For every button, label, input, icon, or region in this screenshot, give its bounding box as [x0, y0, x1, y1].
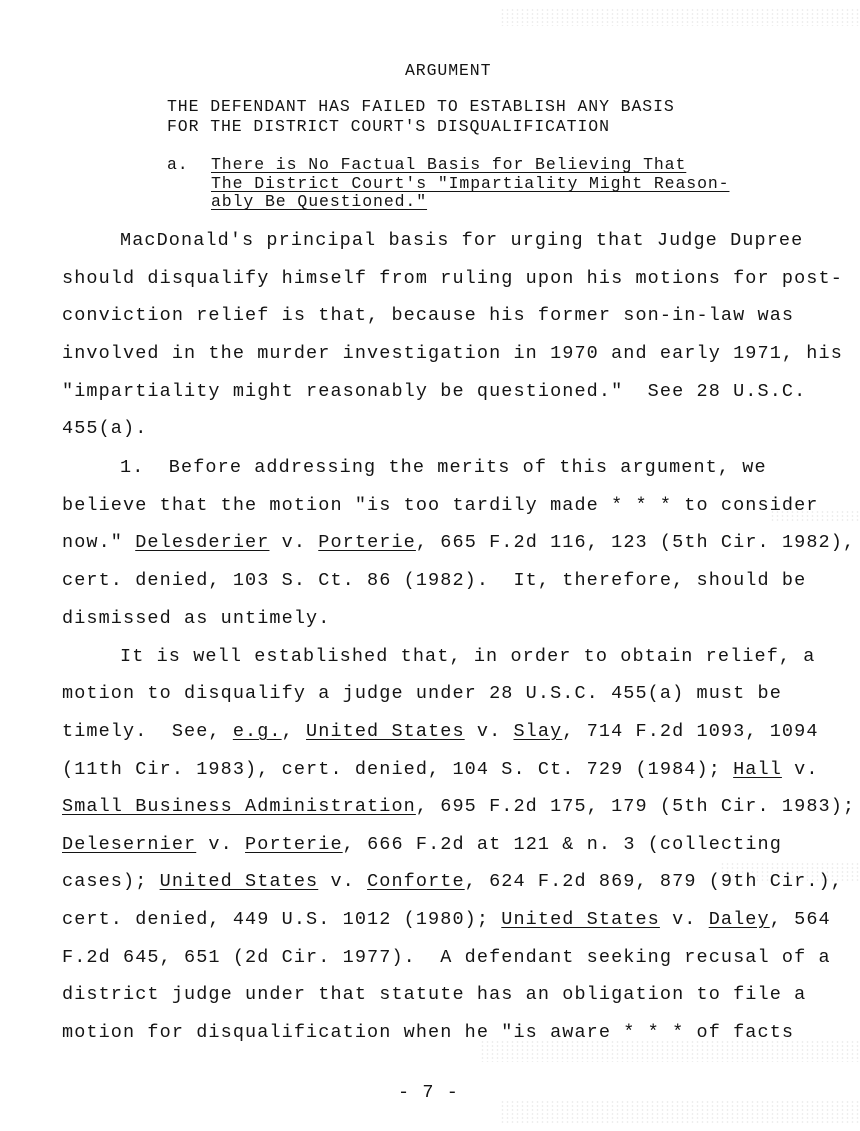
text-run: cert. denied, 449 U.S. 1012 (1980); — [62, 909, 502, 930]
citation-line — [62, 759, 819, 781]
argument-heading: ARGUMENT — [405, 61, 492, 80]
section-marker: a. — [167, 155, 189, 174]
argument-subheading-line1: THE DEFENDANT HAS FAILED TO ESTABLISH ANY BASIS — [167, 97, 675, 116]
case-name: Porterie — [245, 834, 343, 855]
text-run: , 624 F.2d 869, 879 (9th Cir.), — [464, 871, 843, 892]
citation-line — [62, 532, 855, 554]
case-name: Conforte — [367, 871, 465, 892]
text-run: now." — [62, 532, 136, 553]
text-run: , 564 — [769, 909, 831, 930]
case-name: Daley — [708, 909, 770, 930]
text-run: , 666 F.2d at 121 & n. 3 (collecting — [342, 834, 782, 855]
text-run: v. — [659, 909, 709, 930]
text-run: , — [281, 721, 307, 742]
text-run: v. — [318, 871, 368, 892]
body-text-line: dismissed as untimely. — [62, 608, 331, 629]
body-text-line: 1. Before addressing the merits of this argument, we — [120, 457, 767, 478]
text-run: cases); — [62, 871, 160, 892]
text-run: timely. See, — [62, 721, 233, 742]
citation-line — [62, 871, 843, 893]
scan-noise-bottom — [500, 1100, 860, 1124]
case-name: Porterie — [318, 532, 416, 553]
body-text-line: district judge under that statute has an obligation to file a — [62, 984, 807, 1005]
body-text-line: "impartiality might reasonably be questioned." See 28 U.S.C. — [62, 381, 807, 402]
text-run: , 695 F.2d 175, 179 (5th Cir. 1983); — [415, 796, 856, 817]
section-heading-line3: ably Be Questioned." — [211, 192, 428, 211]
case-name: Delesernier — [62, 834, 197, 855]
body-text-line: MacDonald's principal basis for urging that Judge Dupree — [120, 230, 804, 251]
body-text-line: believe that the motion "is too tardily made * * * to consider — [62, 495, 819, 516]
page-number: - 7 - — [398, 1082, 460, 1103]
body-text-line: cert. denied, 103 S. Ct. 86 (1982). It, therefore, should be — [62, 570, 807, 591]
citation-line — [62, 796, 855, 818]
signal-eg: e.g. — [232, 721, 282, 742]
section-heading-line2: The District Court's "Impartiality Might Reason- — [211, 174, 730, 193]
citation-line — [62, 721, 819, 743]
scan-noise-top — [500, 8, 860, 26]
section-heading-line1: There is No Factual Basis for Believing That — [211, 155, 687, 174]
case-name: United States — [159, 871, 319, 892]
case-name: Small Business Administration — [62, 796, 416, 817]
body-text-line: conviction relief is that, because his former son-in-law was — [62, 305, 795, 326]
argument-subheading-line2: FOR THE DISTRICT COURT'S DISQUALIFICATION — [167, 117, 610, 136]
text-run: v. — [196, 834, 246, 855]
text-run: v. — [464, 721, 514, 742]
case-name: Slay — [513, 721, 563, 742]
text-run: , 665 F.2d 116, 123 (5th Cir. 1982), — [415, 532, 856, 553]
case-name: United States — [501, 909, 660, 930]
text-run: (11th Cir. 1983), cert. denied, 104 S. Ct. 729 (1984); — [62, 759, 734, 780]
text-run: , 714 F.2d 1093, 1094 — [562, 721, 819, 742]
body-text-line: motion to disqualify a judge under 28 U.S.C. 455(a) must be — [62, 683, 782, 704]
case-name: Delesderier — [135, 532, 270, 553]
citation-line — [62, 909, 831, 931]
body-text-line: should disqualify himself from ruling upon his motions for post- — [62, 268, 843, 289]
case-name: Hall — [733, 759, 782, 780]
body-text-line: F.2d 645, 651 (2d Cir. 1977). A defendant seeking recusal of a — [62, 947, 831, 968]
text-run: v. — [781, 759, 819, 780]
text-run: v. — [269, 532, 319, 553]
body-text-line: It is well established that, in order to obtain relief, a — [120, 646, 816, 667]
body-text-line: motion for disqualification when he "is aware * * * of facts — [62, 1022, 795, 1043]
body-text-line: 455(a). — [62, 418, 148, 439]
case-name: United States — [306, 721, 465, 742]
body-text-line: involved in the murder investigation in 1970 and early 1971, his — [62, 343, 843, 364]
citation-line — [62, 834, 782, 856]
